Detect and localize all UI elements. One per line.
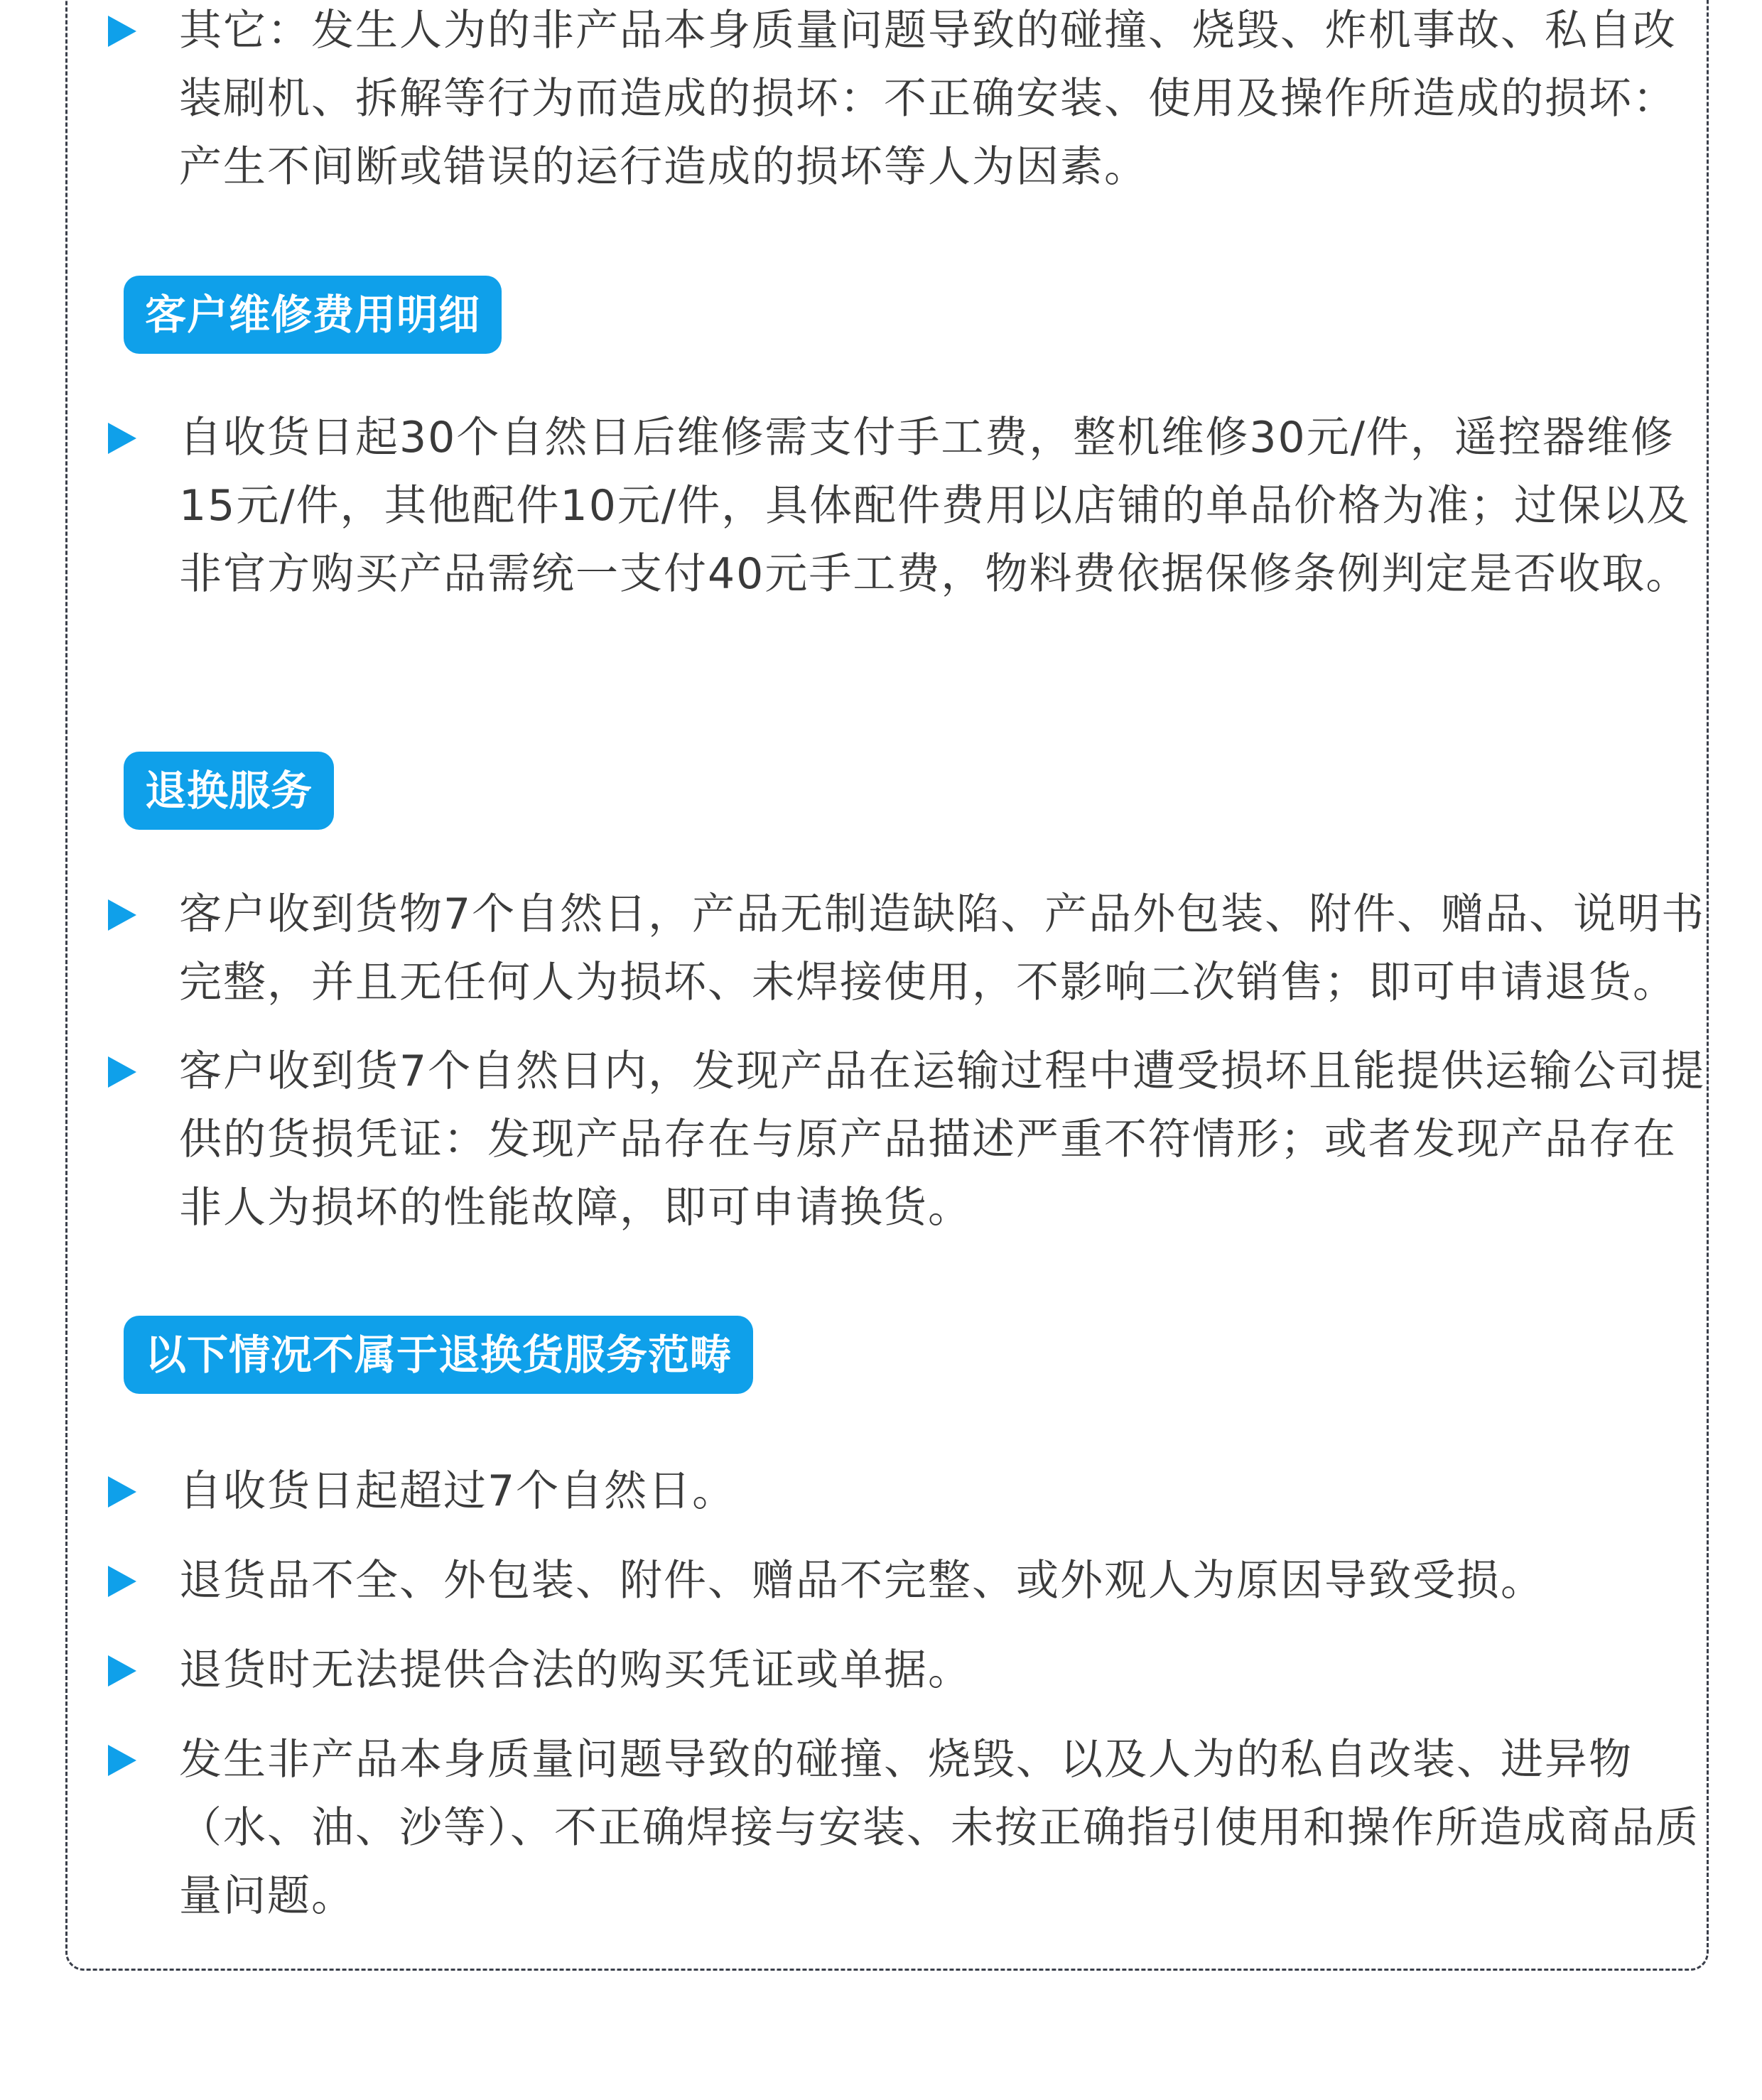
bullet-arrow-icon [108,1655,136,1687]
bullet-arrow-icon [108,1476,136,1508]
list-item-text: 客户收到货7个自然日内，发现产品在运输过程中遭受损坏且能提供运输公司提供的货损凭证：发现产品存在与原产品描述严重不符情形；或者发现产品存在非人为损坏的性能故障，即可申请换货。 [179,1046,1706,1233]
list-item-text: 发生非产品本身质量问题导致的碰撞、烧毁、以及人为的私自改装、进异物（水、油、沙等）、不正确焊接与安装、未按正确指引使用和操作所造成商品质量问题。 [179,1735,1699,1921]
section-heading-repair-fees: 客户维修费用明细 [124,276,502,354]
bullet-arrow-icon [108,899,136,931]
list-item-text: 自收货日起30个自然日后维修需支付手工费，整机维修30元/件，遥控器维修15元/件，其他配件10元/件，具体配件费用以店铺的单品价格为准；过保以及非官方购买产品需统一支付40元手工费，物料费依据保修条例判定是否收取。 [179,413,1691,599]
list-item-text: 其它：发生人为的非产品本身质量问题导致的碰撞、烧毁、炸机事故、私自改装刷机、拆解等行为而造成的损坏：不正确安装、使用及操作所造成的损坏：产生不间断或错误的运行造成的损坏等人为因素。 [179,6,1677,192]
bullet-arrow-icon [108,1745,136,1776]
section-heading-exclusions: 以下情况不属于退换货服务范畴 [124,1316,753,1394]
list-item-text: 客户收到货物7个自然日，产品无制造缺陷、产品外包装、附件、赠品、说明书完整，并且无任何人为损坏、未焊接使用，不影响二次销售；即可申请退货。 [179,889,1706,1007]
list-item-text: 自收货日起超过7个自然日。 [179,1466,737,1516]
bullet-arrow-icon [108,16,136,47]
section-heading-returns: 退换服务 [124,752,334,830]
bullet-arrow-icon [108,423,136,454]
bullet-arrow-icon [108,1056,136,1088]
bullet-arrow-icon [108,1566,136,1597]
list-item-text: 退货品不全、外包装、附件、赠品不完整、或外观人为原因导致受损。 [179,1556,1545,1606]
list-item-text: 退货时无法提供合法的购买凭证或单据。 [179,1645,972,1695]
